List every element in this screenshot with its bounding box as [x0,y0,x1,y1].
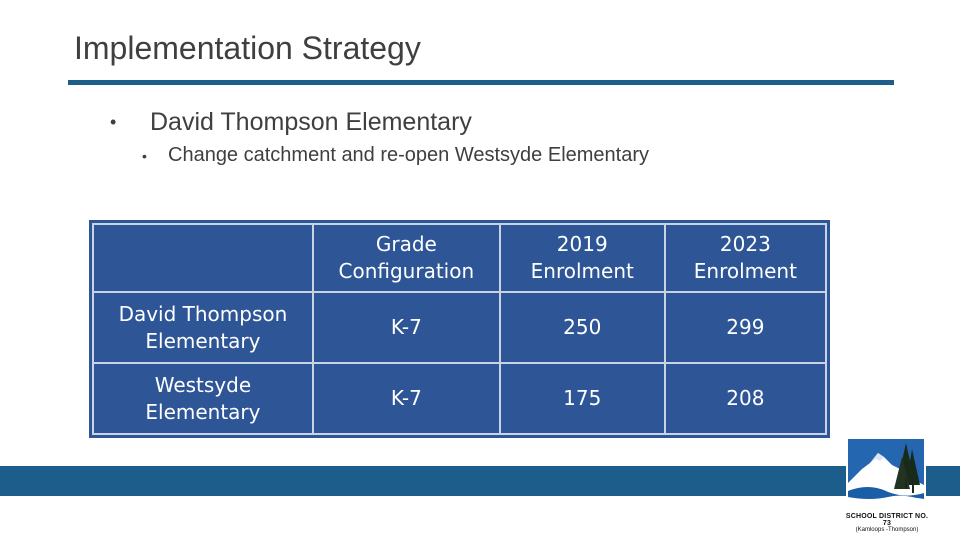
bullet-dot: • [110,112,117,132]
footer-band [0,466,960,496]
table-row [93,292,826,363]
header-cell-empty [93,224,313,292]
grade-cell: K-7 [313,363,500,434]
slide-title: Implementation Strategy [74,30,421,66]
bullet-level1-text: David Thompson Elementary [150,108,472,136]
logo-caption [842,513,932,533]
logo-caption-line1: SCHOOL DISTRICT NO. 73 [845,513,929,527]
enrolment-2023-cell: 299 [665,292,826,363]
school-name-cell: Westsyde Elementary [93,363,313,434]
header-2019-enrolment: 2019 Enrolment [500,224,665,292]
enrolment-2019-cell: 250 [500,292,665,363]
enrolment-2019-cell: 175 [500,363,665,434]
header-grade-configuration: Grade Configuration [313,224,500,292]
grade-cell: K-7 [313,292,500,363]
school-name-cell: David Thompson Elementary [93,292,313,363]
enrolment-table [89,220,830,438]
bullet-level2 [142,144,649,167]
enrolment-2023-cell: 208 [665,363,826,434]
mountain-river-icon [848,439,924,509]
title-underline [68,80,894,85]
logo-caption-line2: (Kamloops -Thompson) [855,527,919,533]
header-2023-enrolment: 2023 Enrolment [665,224,826,292]
bullet-dot: • [142,147,147,164]
school-district-logo [846,437,926,511]
bullet-level2-text: Change catchment and re-open Westsyde Elementary [168,144,650,166]
bullet-level1 [110,108,472,137]
table-row [93,363,826,434]
table-header-row [93,224,826,292]
